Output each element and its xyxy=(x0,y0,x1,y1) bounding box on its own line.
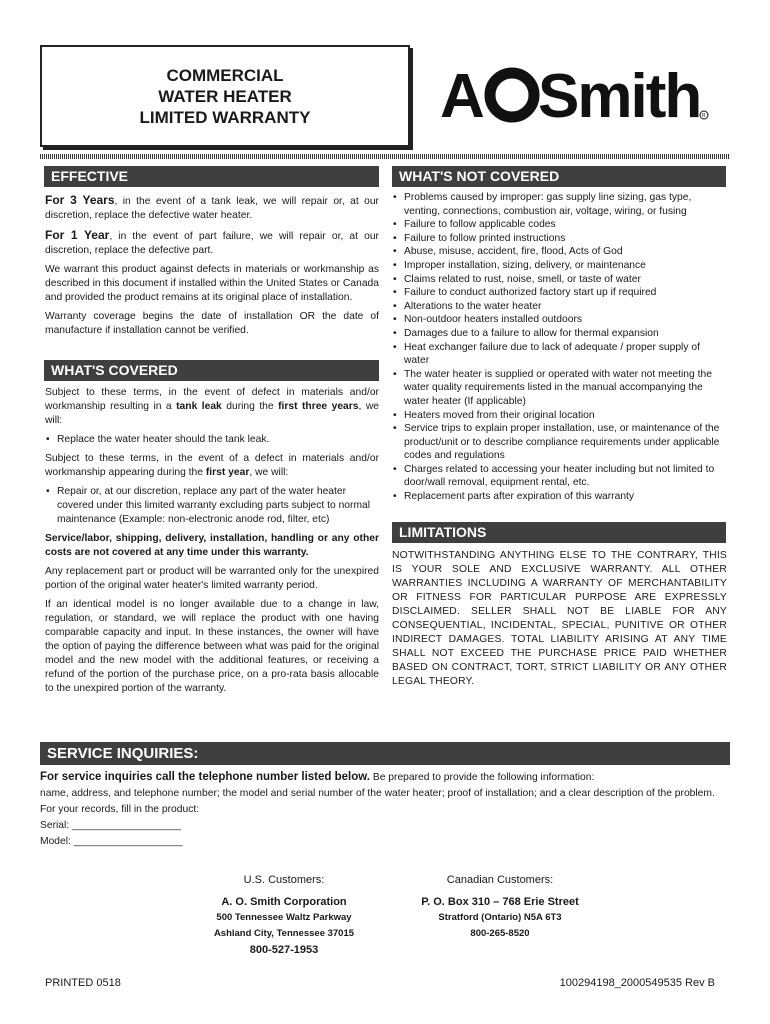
list-item: • Heaters moved from their original location xyxy=(392,409,727,423)
canada-name: P. O. Box 310 – 768 Erie Street xyxy=(421,896,579,908)
title-line-2: WATER HEATER xyxy=(158,86,292,106)
title-line-1: COMMERCIAL xyxy=(166,65,284,85)
title-box xyxy=(40,45,410,147)
us-address-1: 500 Tennessee Waltz Parkway xyxy=(216,912,352,923)
us-caption: U.S. Customers: xyxy=(243,874,325,886)
covered-p3: Service/labor, shipping, delivery, installation, handling or any other costs are not covered at any time under this warranty. xyxy=(45,533,379,558)
list-item: • Failure to follow printed instructions xyxy=(392,232,727,246)
service-details: name, address, and telephone number; the model and serial number of the water heater; proof of installation; and a clear description of the problem. xyxy=(40,788,715,799)
service-section xyxy=(40,770,730,851)
not-covered-section xyxy=(392,191,727,504)
effective-p3: We warrant this product against defects in materials or workmanship as described in this document if installed within the United States or Canada and provided the product remains at its original place of installation. xyxy=(45,264,379,303)
covered-p2: Subject to these terms, in the event of a defect in materials and/or workmanship appearing during the first year, we will: xyxy=(45,453,379,478)
effective-section xyxy=(45,193,379,343)
list-item: • Replace the water heater should the tank leak. xyxy=(45,433,379,447)
us-name: A. O. Smith Corporation xyxy=(221,896,347,908)
list-item: • Problems caused by improper: gas supply line sizing, gas type, venting, connections, combustion air, voltage, wiring, or fusing xyxy=(392,191,727,218)
canada-address-1: Stratford (Ontario) N5A 6T3 xyxy=(438,912,562,923)
footer-printed: PRINTED 0518 xyxy=(45,977,121,989)
us-phone: 800-527-1953 xyxy=(249,944,319,956)
list-item: • Replacement parts after expiration of this warranty xyxy=(392,490,727,504)
not-covered-list xyxy=(392,191,727,504)
covered-bullets-1 xyxy=(45,433,379,447)
list-item: • Abuse, misuse, accident, fire, flood, Acts of God xyxy=(392,245,727,259)
covered-p1: Subject to these terms, in the event of defect in materials and/or workmanship resulting in a tank leak during the first three years, we will: xyxy=(45,387,380,426)
model-field: Model: ___________________ xyxy=(40,836,183,847)
covered-p5: If an identical model is no longer available due to a change in law, regulation, or standard, we will replace the product with one having comparable capacity and input. In these instances, the owner will have the option of paying the difference between what was paid for the original model and the new model with the additional features, or receiving a refund of the portion of the purchase price, on a pro-rata basis allocable to the unexpired portion of the warranty. xyxy=(45,599,379,694)
effective-p4: Warranty coverage begins the date of installation OR the date of manufacture if installation cannot be verified. xyxy=(45,311,379,336)
list-item: • Alterations to the water heater xyxy=(392,300,727,314)
effective-p2: For 1 Year, in the event of part failure, we will repair or, at our discretion, replace the defective part. xyxy=(45,228,379,256)
list-item: • Damages due to a failure to allow for thermal expansion xyxy=(392,327,727,341)
header-divider xyxy=(40,154,729,159)
service-header: SERVICE INQUIRIES: xyxy=(40,742,730,765)
effective-header: EFFECTIVE xyxy=(44,166,379,187)
list-item: • Claims related to rust, noise, smell, or taste of water xyxy=(392,273,727,287)
covered-section xyxy=(45,386,379,701)
covered-header: WHAT'S COVERED xyxy=(44,360,379,381)
list-item: • Failure to conduct authorized factory start up if required xyxy=(392,286,727,300)
list-item: • Repair or, at our discretion, replace any part of the water heater covered under this limited warranty excluding parts subject to normal maintenance (Example: non-electronic anode rod, filter, etc) xyxy=(45,485,379,527)
us-customers xyxy=(184,872,384,958)
effective-p1: For 3 Years, in the event of a tank leak, we will repair or, at our discretion, replace the defective water heater. xyxy=(45,193,379,221)
svg-text:Smith: Smith xyxy=(538,62,701,130)
us-address-2: Ashland City, Tennessee 37015 xyxy=(213,928,355,939)
canada-customers xyxy=(400,872,600,942)
limitations-header: LIMITATIONS xyxy=(392,522,726,543)
list-item: • Improper installation, sizing, delivery, or maintenance xyxy=(392,259,727,273)
list-item: • Service trips to explain proper installation, use, or maintenance of the product/unit or to describe compliance requirements under applicable codes and regulations xyxy=(392,422,727,463)
list-item: • Non-outdoor heaters installed outdoors xyxy=(392,313,727,327)
title-line-3: LIMITED WARRANTY xyxy=(139,107,311,127)
footer-code: 100294198_2000549535 Rev B xyxy=(559,977,715,989)
service-records: For your records, fill in the product: xyxy=(40,804,200,815)
ao-smith-logo xyxy=(440,55,710,130)
not-covered-header: WHAT'S NOT COVERED xyxy=(392,166,726,187)
canada-caption: Canadian Customers: xyxy=(446,874,554,886)
list-item: • Charges related to accessing your heater including but not limited to door/wall removal, equipment rental, etc. xyxy=(392,463,727,490)
list-item: • The water heater is supplied or operated with water not meeting the water quality requirements listed in the manual accompanying the water heater (If applicable) xyxy=(392,368,727,409)
covered-p4: Any replacement part or product will be warranted only for the unexpired portion of the original water heater's limited warranty period. xyxy=(45,566,379,591)
svg-text:A: A xyxy=(440,62,482,130)
serial-field: Serial: ___________________ xyxy=(40,820,181,831)
list-item: • Failure to follow applicable codes xyxy=(392,218,727,232)
canada-phone: 800-265-8520 xyxy=(470,928,530,939)
svg-text:R: R xyxy=(702,113,706,119)
list-item: • Heat exchanger failure due to lack of adequate / proper supply of water xyxy=(392,341,727,368)
limitations-text: NOTWITHSTANDING ANYTHING ELSE TO THE CONTRARY, THIS IS YOUR SOLE AND EXCLUSIVE WARRANTY. ALL OTHER WARRANTIES INCLUDING A WARRANTY OF MERCHANTABILITY OR FITNESS FOR PARTICULAR PURPOSE ARE EXPRESSLY DISCLAIMED. SELLER SHALL NOT BE LIABLE FOR ANY CONSEQUENTIAL, INCIDENTAL, SPECIAL, PUNITIVE OR OTHER INDIRECT DAMAGES. TOTAL LIABILITY ARISING AT ANY TIME SHALL NOT EXCEED THE PURCHASE PRICE PAID WHETHER BASED ON CONTRACT, TORT, STRICT LIABILITY OR ANY OTHER LEGAL THEORY. xyxy=(392,550,727,687)
covered-bullets-2 xyxy=(45,485,379,527)
limitations-section xyxy=(392,549,727,694)
service-intro: For service inquiries call the telephone number listed below. Be prepared to provide the following information: xyxy=(40,771,595,783)
